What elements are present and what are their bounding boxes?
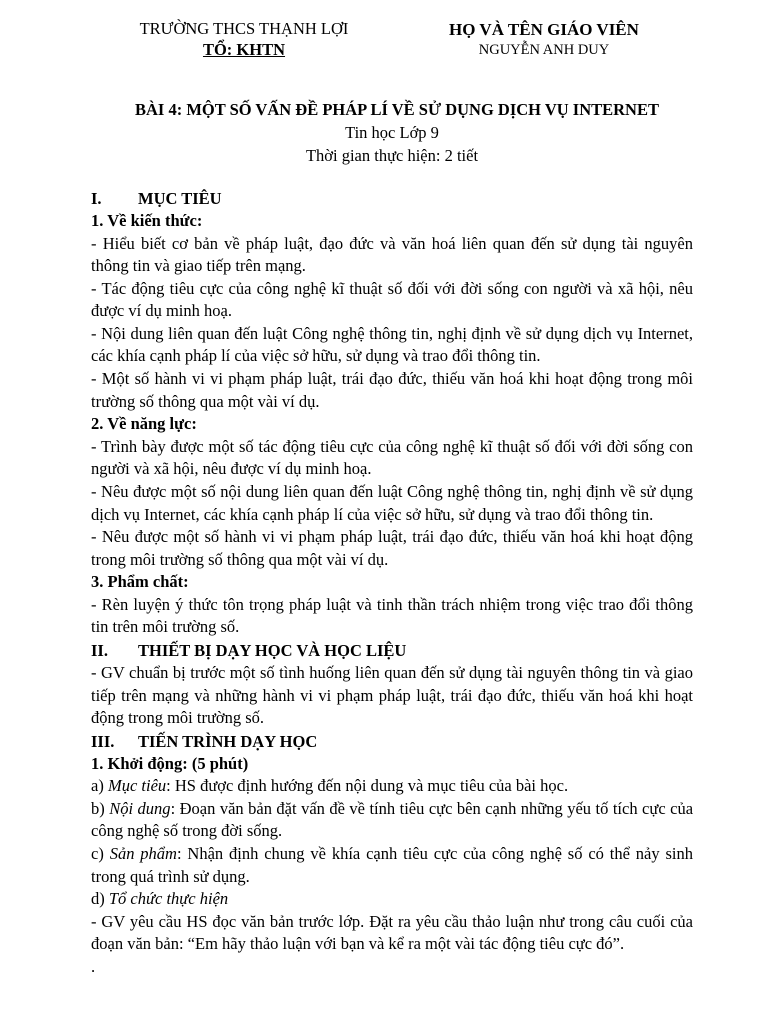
section-title: TIẾN TRÌNH DẠY HỌC (138, 731, 318, 751)
subheading-quality: 3. Phẩm chất: (91, 572, 189, 592)
item-b (91, 798, 693, 843)
document-body (91, 187, 693, 978)
item-text: : Nhận định chung về khía cạnh tiêu cực của công nghệ số có thể nảy sinh trong quá trình sử dụng. (91, 844, 693, 886)
paragraph: - Hiểu biết cơ bản về pháp luật, đạo đức và văn hoá liên quan đến sử dụng tài nguyên thông tin và giao tiếp trên mạng. (91, 233, 693, 276)
item-text: : HS được định hướng đến nội dung và mục tiêu của bài học. (166, 776, 569, 796)
section-number: I. (91, 189, 102, 208)
item-label: Nội dung (109, 798, 171, 818)
item-label: Tổ chức thực hiện (108, 889, 229, 909)
section-title: MỤC TIÊU (138, 189, 222, 208)
lesson-title: BÀI 4: MỘT SỐ VẤN ĐỀ PHÁP LÍ VỀ SỬ DỤNG DỊCH VỤ INTERNET (135, 100, 659, 119)
teacher-name: NGUYỄN ANH DUY (478, 42, 610, 58)
item-label: Sản phẩm (109, 844, 177, 864)
item-prefix: d) (91, 889, 109, 909)
trailing-mark: . (91, 957, 96, 977)
item-prefix: b) (91, 798, 110, 818)
paragraph: - Một số hành vi vi phạm pháp luật, trái đạo đức, thiếu văn hoá khi hoạt động trong môi trường số thông qua một vài ví dụ. (91, 369, 693, 411)
section-number: III. (91, 731, 115, 751)
subheading-ability: 2. Về năng lực: (91, 414, 197, 434)
paragraph: - Rèn luyện ý thức tôn trọng pháp luật và tinh thần trách nhiệm trong việc trao đổi thông tin trên môi trường số. (91, 594, 693, 637)
item-prefix: c) (91, 844, 110, 864)
teacher-label: HỌ VÀ TÊN GIÁO VIÊN (449, 20, 639, 39)
item-a (91, 775, 693, 798)
section-heading-objectives (91, 187, 693, 210)
lesson-duration: Thời gian thực hiện: 2 tiết (305, 146, 479, 165)
section-title: THIẾT BỊ DẠY HỌC VÀ HỌC LIỆU (138, 641, 407, 660)
teacher-block (434, 19, 654, 61)
document-header (91, 18, 693, 62)
document-page (91, 18, 693, 978)
section-heading-equipment (91, 639, 693, 662)
paragraph: - Tác động tiêu cực của công nghệ kĩ thuật số đối với đời sống con người và xã hội, nêu được ví dụ minh hoạ. (91, 278, 693, 321)
section-number: II. (91, 641, 108, 660)
paragraph: - Nêu được một số nội dung liên quan đến luật Công nghệ thông tin, nghị định về sử dụng dịch vụ Internet, các khía cạnh pháp lí của việc sở hữu, sử dụng và trao đổi thông tin. (91, 481, 693, 524)
paragraph: - Nêu được một số hành vi vi phạm pháp luật, trái đạo đức, thiếu văn hoá khi hoạt động trong môi trường số thông qua một vài ví dụ. (91, 527, 693, 569)
item-label: Mục tiêu (107, 776, 167, 796)
school-name: TRƯỜNG THCS THẠNH LỢI (139, 19, 349, 38)
paragraph: - Trình bày được một số tác động tiêu cực của công nghệ kĩ thuật số đối với đời sống con người và xã hội, nêu được ví dụ minh hoạ. (91, 436, 693, 479)
item-prefix: a) (91, 776, 108, 796)
paragraph: - GV yêu cầu HS đọc văn bản trước lớp. Đặt ra yêu cầu thảo luận như trong câu cuối của đoạn văn bản: “Em hãy thảo luận với bạn và kể ra một vài tác động tiêu cực đó”. (91, 911, 693, 954)
item-d (91, 888, 693, 911)
school-block (129, 18, 359, 60)
paragraph: - GV chuẩn bị trước một số tình huống liên quan đến sử dụng tài nguyên thông tin và giao tiếp trên mạng và những hành vi vi phạm pháp luật, trái đạo đức, thiếu văn hoá khi hoạt động trong môi trường số. (91, 663, 693, 728)
subheading-warmup: 1. Khởi động: (5 phút) (91, 753, 249, 773)
department-name: TỔ: KHTN (202, 40, 286, 59)
section-heading-process (91, 730, 693, 753)
item-c (91, 843, 693, 888)
lesson-subject: Tin học Lớp 9 (345, 123, 439, 142)
subheading-knowledge: 1. Về kiến thức: (91, 211, 203, 230)
item-text: : Đoạn văn bản đặt vấn đề về tính tiêu cực bên cạnh những yếu tố tích cực của công nghệ số trong đời sống. (91, 798, 694, 841)
lesson-title-block (91, 98, 693, 167)
paragraph: - Nội dung liên quan đến luật Công nghệ thông tin, nghị định về sử dụng dịch vụ Internet, các khía cạnh pháp lí của việc sở hữu, sử dụng và trao đổi thông tin. (91, 323, 693, 366)
